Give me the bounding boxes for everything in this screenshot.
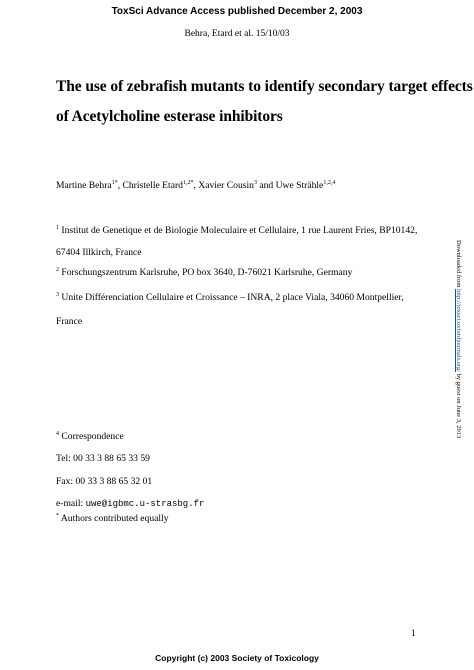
paper-title-line-1: The use of zebrafish mutants to identify secondary target effects <box>56 78 473 95</box>
affiliation-superscript: 2 <box>56 266 59 273</box>
advance-access-banner: ToxSci Advance Access published December 2, 2003 <box>111 6 363 17</box>
correspondence-fax: Fax: 00 33 3 88 65 32 01 <box>56 476 153 487</box>
affiliation-3-line-2: France <box>56 316 83 327</box>
author-list: Martine Behra$^{1*}$, Christelle Etard$^{1,2*}$, Xavier Cousin$^3$ and Uwe Strähle$^{1,2,4}$ <box>56 179 336 191</box>
affiliation-superscript: 1 <box>56 224 59 231</box>
author-superscript: 1* <box>111 179 118 186</box>
watermark-link[interactable]: http://toxsci.oxfordjournals.org/ <box>455 289 462 373</box>
affiliation-text: Institut de Genetique et de Biologie Moleculaire et Cellulaire, 1 rue Laurent Fries, BP10142, <box>61 225 418 236</box>
author-superscript: 3 <box>253 179 257 186</box>
page-number: 1 <box>411 628 416 639</box>
correspondence-email <box>56 498 204 509</box>
author-name: Xavier Cousin <box>198 180 254 191</box>
affiliation-3-line-1 <box>56 292 404 303</box>
affiliation-1-line-1 <box>56 225 417 236</box>
footnote-text: Authors contributed equally <box>60 513 169 524</box>
author-name: Christelle Etard <box>122 180 183 191</box>
affiliation-text: Forschungszentrum Karlsruhe, PO box 3640, D-76021 Karlsruhe, Germany <box>61 267 353 278</box>
download-watermark <box>455 240 462 438</box>
author-name: Martine Behra <box>56 180 112 191</box>
equal-contribution-footnote <box>56 513 169 524</box>
correspondence-heading <box>56 431 124 442</box>
watermark-prefix: Downloaded from <box>455 240 462 290</box>
correspondence-superscript: 4 <box>56 430 59 437</box>
correspondence-label: Correspondence <box>61 431 124 442</box>
email-label: e-mail: <box>56 498 86 509</box>
footnote-superscript: * <box>56 512 59 519</box>
copyright-footer: Copyright (c) 2003 Society of Toxicology <box>155 653 319 663</box>
author-superscript: 1,2* <box>182 179 194 186</box>
author-name: and Uwe Strähle <box>259 180 324 191</box>
affiliation-1-line-2: 67404 Illkirch, France <box>56 247 142 258</box>
author-superscript: 1,2,4 <box>323 179 336 186</box>
affiliation-text: Unite Différenciation Cellulaire et Croissance – INRA, 2 place Viala, 34060 Montpellier, <box>61 292 404 303</box>
paper-title-line-2: of Acetylcholine esterase inhibitors <box>56 108 283 125</box>
watermark-suffix: by guest on June 3, 2013 <box>455 372 462 439</box>
email-address[interactable]: uwe@igbmc.u-strasbg.fr <box>85 499 205 509</box>
affiliation-2 <box>56 267 352 278</box>
running-header: Behra, Etard et al. 15/10/03 <box>184 29 290 39</box>
correspondence-tel: Tel: 00 33 3 88 65 33 59 <box>56 453 150 464</box>
affiliation-superscript: 3 <box>56 291 59 298</box>
